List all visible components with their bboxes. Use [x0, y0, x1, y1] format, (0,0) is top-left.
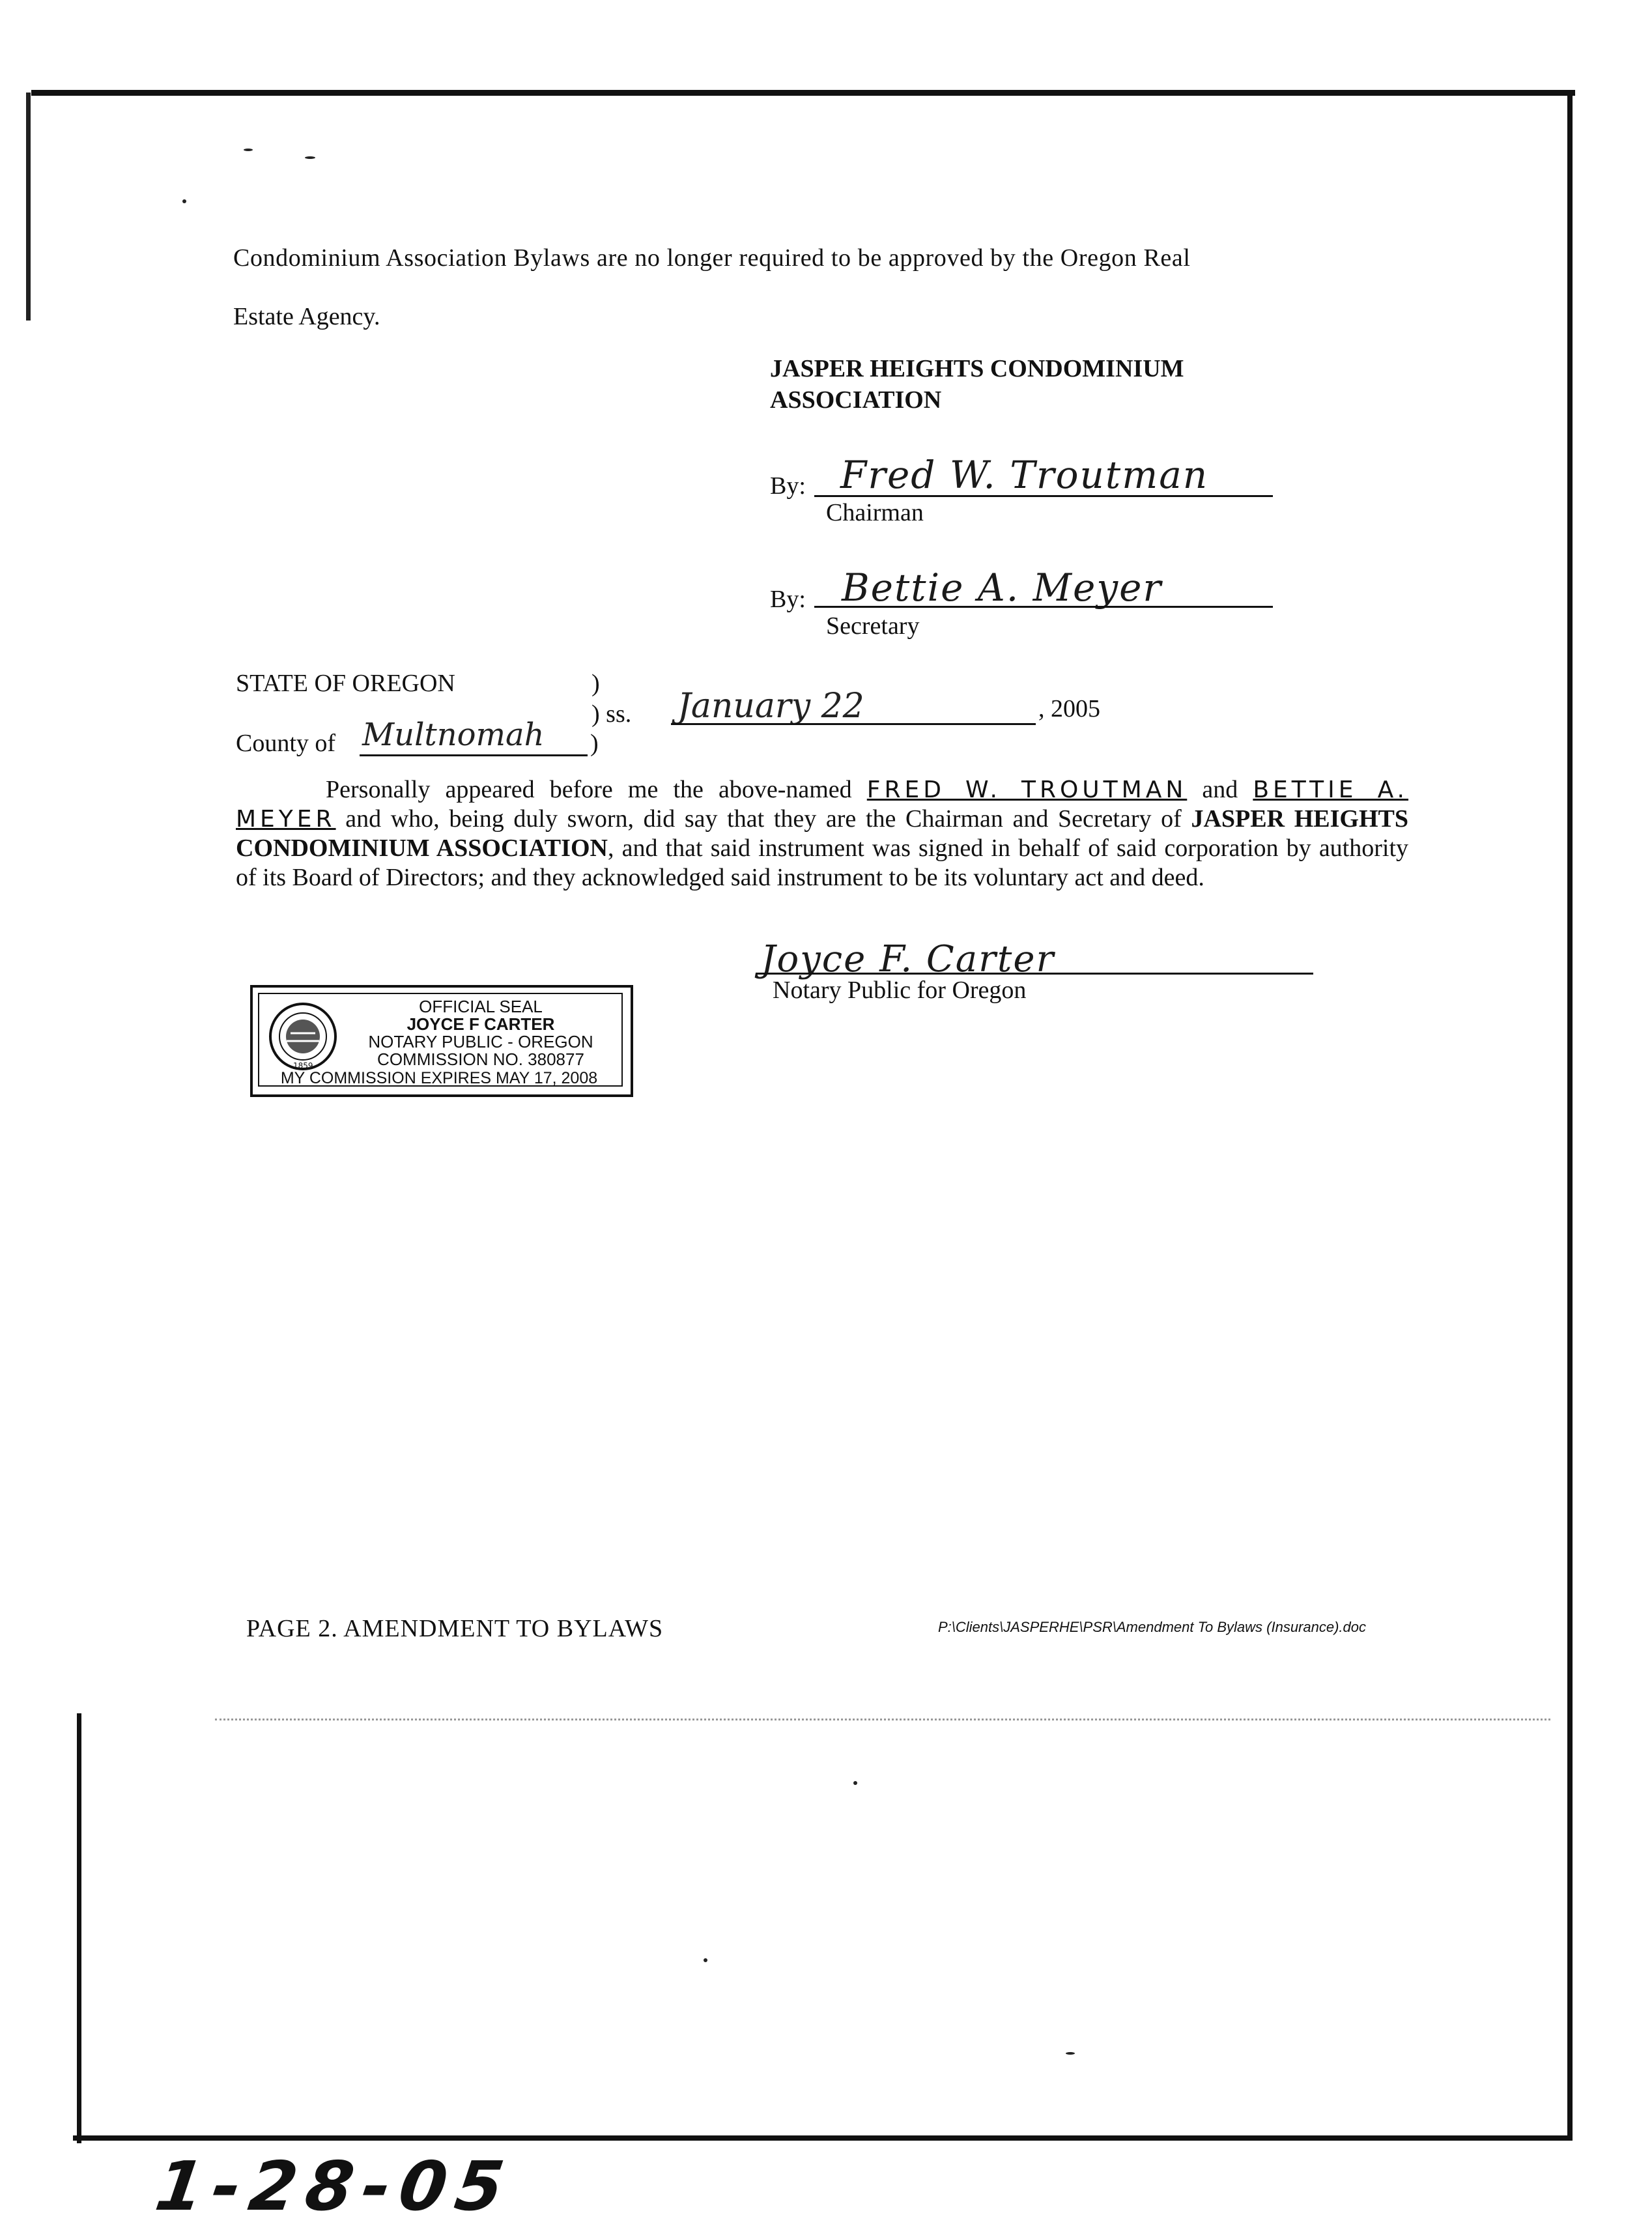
acknowledgment-paragraph	[236, 775, 1408, 892]
seal-line-2: JOYCE F CARTER	[406, 1014, 555, 1034]
handwritten-date: January 22	[677, 687, 864, 726]
by-label-secretary: By:	[770, 586, 806, 613]
ss-label: ) ss.	[591, 700, 632, 728]
intro-line-1: Condominium Association Bylaws are no longer required to be approved by the Oregon Real	[233, 244, 1191, 272]
page-border-top	[31, 90, 1575, 96]
page-footer-title: PAGE 2. AMENDMENT TO BYLAWS	[246, 1615, 664, 1642]
seal-line-3: NOTARY PUBLIC - OREGON	[368, 1032, 593, 1051]
seal-line-1: OFFICIAL SEAL	[419, 997, 543, 1016]
scan-speck	[1066, 2052, 1075, 2055]
county-label: County of	[236, 730, 336, 757]
by-label-chairman: By:	[770, 472, 806, 500]
scan-speck	[853, 1781, 857, 1785]
date-year: , 2005	[1038, 695, 1100, 722]
handwritten-name-chairman: FRED W. TROUTMAN	[866, 777, 1188, 803]
state-label: STATE OF OREGON	[236, 670, 455, 697]
scan-speck	[182, 199, 186, 203]
secretary-signature-line	[814, 606, 1273, 608]
paragraph-part-1: Personally appeared before me the above-named	[326, 776, 852, 803]
date-line	[671, 723, 1036, 725]
page-border-left	[26, 93, 31, 321]
secretary-title: Secretary	[826, 612, 920, 640]
handwritten-county: Multnomah	[362, 717, 545, 753]
scan-speck	[704, 1958, 707, 1962]
paragraph-association-name: JASPER HEIGHTS CONDOMINIUM ASSOCIATION	[236, 805, 1409, 862]
paragraph-part-2: and	[1202, 776, 1238, 803]
chairman-signature: Fred W. Troutman	[840, 453, 1209, 497]
seal-line-4: COMMISSION NO. 380877	[377, 1049, 584, 1069]
seal-line-5: MY COMMISSION EXPIRES MAY 17, 2008	[280, 1069, 598, 1087]
intro-line-2: Estate Agency.	[233, 303, 380, 330]
association-name-line-1: JASPER HEIGHTS CONDOMINIUM	[770, 355, 1184, 382]
scan-speck	[305, 156, 315, 159]
handwritten-bottom-date: 1-28-05	[150, 2147, 518, 2226]
state-seal-icon	[267, 1001, 339, 1072]
venue-paren-1: )	[591, 670, 600, 697]
association-name-line-2: ASSOCIATION	[770, 386, 942, 414]
official-seal-stamp	[250, 985, 633, 1097]
scan-speck	[244, 149, 253, 151]
notary-signature: Joyce F. Carter	[761, 938, 1055, 980]
secretary-signature: Bettie A. Meyer	[842, 565, 1163, 610]
seal-text	[344, 998, 618, 1068]
svg-text:1859: 1859	[293, 1061, 313, 1070]
paragraph-part-4: , and that said instrument was signed in behalf of said corporation by authority of its Board of Directors; and they acknowledged said instrument to be its voluntary act and deed.	[236, 835, 1409, 891]
venue-paren-3: )	[590, 730, 599, 757]
notary-title: Notary Public for Oregon	[773, 977, 1027, 1004]
paragraph-part-3: and who, being duly sworn, did say that they are the Chairman and Secretary of	[345, 805, 1182, 833]
chairman-title: Chairman	[826, 499, 924, 526]
handwritten-name-secretary: BETTIE A. MEYER	[236, 777, 1409, 833]
scan-fold-line	[215, 1719, 1550, 1720]
page-border-left-lower	[77, 1713, 81, 2143]
county-line	[360, 754, 588, 756]
file-path-footer: P:\Clients\JASPERHE\PSR\Amendment To Bylaws (Insurance).doc	[938, 1619, 1367, 1635]
page-border-bottom	[73, 2135, 1571, 2141]
page-border-right	[1567, 90, 1573, 2141]
